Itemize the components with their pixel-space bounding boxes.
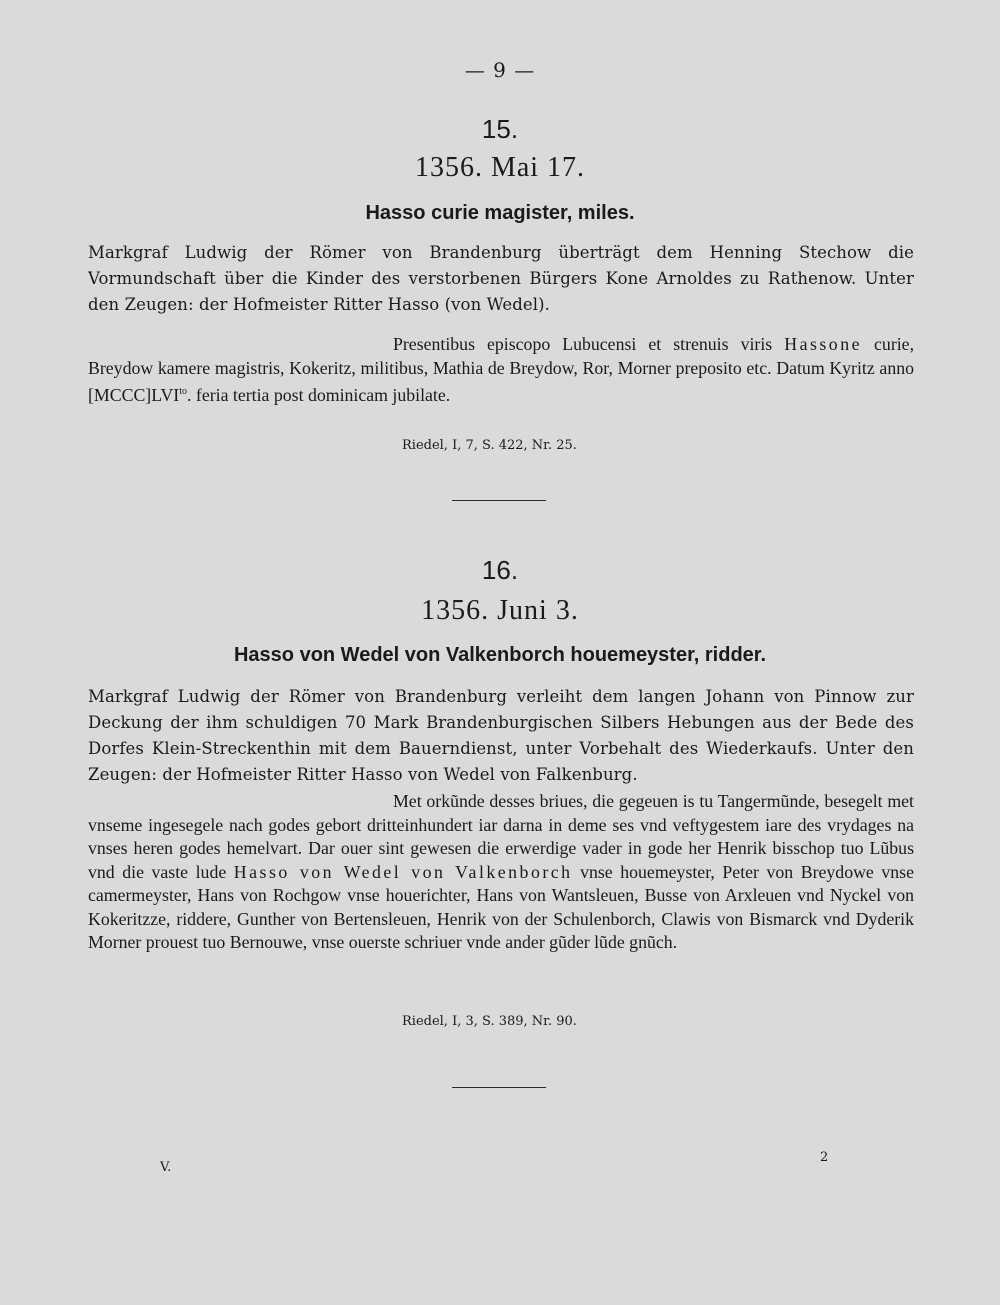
source-citation: Riedel, I, 3, S. 389, Nr. 90. bbox=[402, 1014, 577, 1029]
section-divider bbox=[452, 1087, 546, 1088]
text-part: curie, Breydow kamere magistris, Kokeritz, militibus, Mathia de Breydow, Ror, Morner preposito etc. Datum Kyritz anno [MCCC]LVI bbox=[88, 334, 915, 405]
signature-mark-left: V. bbox=[160, 1160, 172, 1175]
text-part: Met orkũnde desses briues, die gegeuen is tu Tangermũnde, besegelt met vnseme ingesegele nach godes gebort dritteinhundert iar darna in deme ses vnd veftygestem iare des vrydages na vnses heren godes hemelvart. Dar ouer sint gewesen die erwerdige vader in gode her Henrik bisschop tuo Lũbus vnd die vaste lude bbox=[88, 791, 914, 882]
section-divider bbox=[452, 500, 546, 501]
person-name: Hassone bbox=[784, 334, 862, 354]
signature-mark-right: 2 bbox=[820, 1150, 829, 1165]
document-date: 1356. Juni 3. bbox=[421, 595, 579, 626]
document-text bbox=[88, 333, 914, 407]
document-summary: Markgraf Ludwig der Römer von Brandenburg überträgt dem Henning Stechow die Vormundschaft über die Kinder des verstorbenen Bürgers Kone Arnoldes zu Rathenow. Unter den Zeugen: der Hofmeister Ritter Hasso (von Wedel). bbox=[88, 243, 914, 314]
text-part: vnse houemeyster, Peter von Breydowe vnse camermeyster, Hans von Rochgow vnse houerichter, Hans von Wantsleuen, Busse von Arxleuen vnd Nyckel von Kokeritzze, riddere, Gunther von Bertensleuen, Henrik von der Schulenborch, Clawis von Bismarck vnd Dyderik Morner prouest tuo Bernouwe, vnse ouerste schriuer vnde ander gũder lũde gnũch. bbox=[88, 861, 914, 952]
text-part: Presentibus episcopo Lubucensi et strenuis viris bbox=[393, 334, 773, 354]
document-heading: Hasso curie magister, miles. bbox=[365, 202, 635, 224]
document-number: 15. bbox=[481, 114, 519, 144]
source-citation: Riedel, I, 7, S. 422, Nr. 25. bbox=[402, 438, 577, 453]
document-date: 1356. Mai 17. bbox=[414, 152, 586, 183]
person-name: Hasso von Wedel von Valkenborch bbox=[233, 861, 573, 882]
document-heading: Hasso von Wedel von Valkenborch houemeyster, ridder. bbox=[233, 644, 767, 666]
page-number: — 9 — bbox=[464, 58, 536, 82]
document-number: 16. bbox=[481, 555, 519, 585]
text-part: . feria tertia post dominicam jubilate. bbox=[187, 384, 451, 405]
document-text bbox=[88, 790, 914, 955]
superscript: to bbox=[179, 386, 188, 397]
document-summary: Markgraf Ludwig der Römer von Brandenburg verleiht dem langen Johann von Pinnow zur Deckung der ihm schuldigen 70 Mark Brandenburgischen Silbers Hebungen aus der Bede des Dorfes Klein-Streckenthin mit dem Bauerndienst, unter Vorbehalt des Wiederkaufs. Unter den Zeugen: der Hofmeister Ritter Hasso von Wedel von Falkenburg. bbox=[88, 687, 914, 784]
